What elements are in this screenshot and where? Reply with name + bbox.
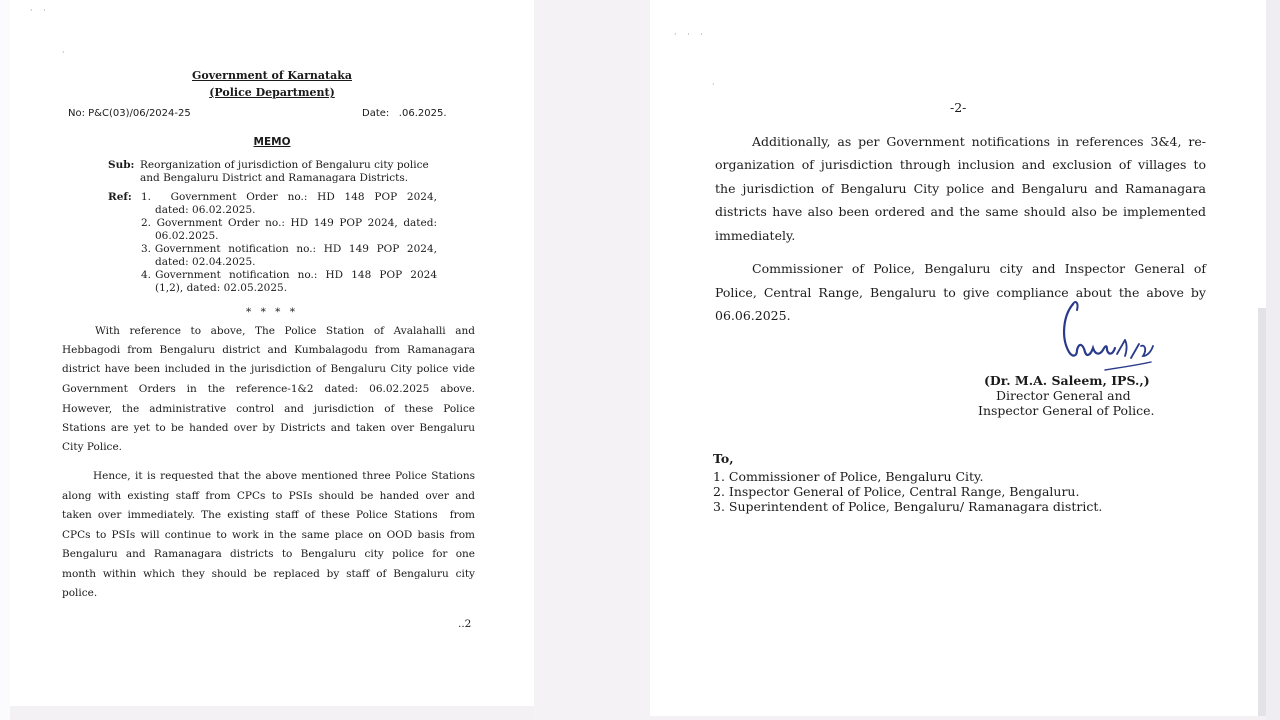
right-margin xyxy=(1266,0,1280,720)
reference-line: dated: 06.02.2025. xyxy=(155,204,256,216)
signatory-name: (Dr. M.A. Saleem, IPS.,) xyxy=(984,373,1150,388)
paragraph-line: Stations are yet to be handed over by Districts and taken over Bengaluru xyxy=(62,422,475,434)
page-gap xyxy=(534,0,650,720)
paragraph-line: 06.06.2025. xyxy=(715,308,791,323)
paragraph-line: Commissioner of Police, Bengaluru city and Inspector General of xyxy=(752,261,1206,276)
signatory-title: Inspector General of Police. xyxy=(978,403,1155,418)
reference-item xyxy=(141,217,437,229)
paragraph-line: taken over immediately. The existing staff of these Police Stations from xyxy=(62,509,475,521)
left-margin xyxy=(0,0,10,720)
signatory-title: Director General and xyxy=(996,388,1131,403)
subject-line: Reorganization of jurisdiction of Bengaluru city police xyxy=(140,159,429,171)
memo-number: No: P&C(03)/06/2024-25 xyxy=(68,108,191,119)
subject-line: and Bengaluru District and Ramanagara Districts. xyxy=(140,172,409,184)
paragraph-line: Hebbagodi from Bengaluru district and Kumbalagodu from Ramanagara xyxy=(62,344,475,356)
reference-line: dated: 02.04.2025. xyxy=(155,256,256,268)
header-department: (Police Department) xyxy=(209,86,335,99)
paragraph-line: district have been included in the jurisdiction of Bengaluru City police vide xyxy=(62,363,475,375)
recipient-item: 3. Superintendent of Police, Bengaluru/ Ramanagara district. xyxy=(713,499,1103,514)
reference-line: 06.02.2025. xyxy=(155,230,219,242)
reference-line: 2. Government Order no.: HD 149 POP 2024, dated: xyxy=(141,217,437,229)
page-edge-shadow xyxy=(1258,308,1266,716)
scan-speckle: · · xyxy=(30,6,50,15)
memo-page-2 xyxy=(650,0,1266,716)
page-continuation: ..2 xyxy=(458,618,472,630)
reference-item xyxy=(141,191,437,203)
paragraph-line: Police, Central Range, Bengaluru to give compliance about the above by xyxy=(715,285,1206,300)
paragraph-line: Bengaluru and Ramanagara districts to Bengaluru city police for one xyxy=(62,548,475,560)
scan-speckle: · xyxy=(712,80,719,89)
reference-line: 1. Government Order no.: HD 148 POP 2024, xyxy=(141,191,437,203)
paragraph-line: along with existing staff from CPCs to PSIs should be handed over and xyxy=(62,490,475,502)
section-separator: * * * * xyxy=(246,306,299,318)
recipient-item: 2. Inspector General of Police, Central Range, Bengaluru. xyxy=(713,484,1080,499)
memo-page-1 xyxy=(10,0,534,706)
handwritten-signature xyxy=(1055,294,1175,376)
reference-line: (1,2), dated: 02.05.2025. xyxy=(155,282,288,294)
memo-title: MEMO xyxy=(253,136,291,148)
memo-date: Date: .06.2025. xyxy=(362,108,447,119)
paragraph-line: the jurisdiction of Bengaluru City police and Bengaluru and Ramanagara xyxy=(715,181,1206,196)
paragraph-line: With reference to above, The Police Station of Avalahalli and xyxy=(95,325,475,337)
paragraph-line: police. xyxy=(62,587,98,599)
paragraph-line: CPCs to PSIs will continue to work in the same place on OOD basis from xyxy=(62,529,475,541)
paragraph-line: Government Orders in the reference-1&2 dated: 06.02.2025 above. xyxy=(62,383,475,395)
scan-speckle: · · · xyxy=(674,30,707,39)
reference-item xyxy=(141,269,437,281)
reference-line: 4. Government notification no.: HD 148 POP 2024 xyxy=(141,269,437,281)
paragraph-line: Additionally, as per Government notifications in references 3&4, re- xyxy=(752,134,1206,149)
recipient-item: 1. Commissioner of Police, Bengaluru City. xyxy=(713,469,984,484)
reference-label: Ref: xyxy=(108,191,132,203)
recipients-label: To, xyxy=(713,451,734,466)
paragraph-line: However, the administrative control and jurisdiction of these Police xyxy=(62,403,475,415)
paragraph-line: districts have also been ordered and the same should also be implemented xyxy=(715,204,1206,219)
header-government: Government of Karnataka xyxy=(192,69,352,82)
scan-speckle: · xyxy=(62,48,69,57)
paragraph-line: City Police. xyxy=(62,441,122,453)
subject-label: Sub: xyxy=(108,159,135,171)
paragraph-line: immediately. xyxy=(715,228,796,243)
reference-line: 3. Government notification no.: HD 149 POP 2024, xyxy=(141,243,437,255)
paragraph-line: organization of jurisdiction through inclusion and exclusion of villages to xyxy=(715,157,1206,172)
page-number: -2- xyxy=(950,100,967,115)
reference-item xyxy=(141,243,437,255)
paragraph-line: month within which they should be replaced by staff of Bengaluru city xyxy=(62,568,475,580)
paragraph-line: Hence, it is requested that the above mentioned three Police Stations xyxy=(93,470,475,482)
